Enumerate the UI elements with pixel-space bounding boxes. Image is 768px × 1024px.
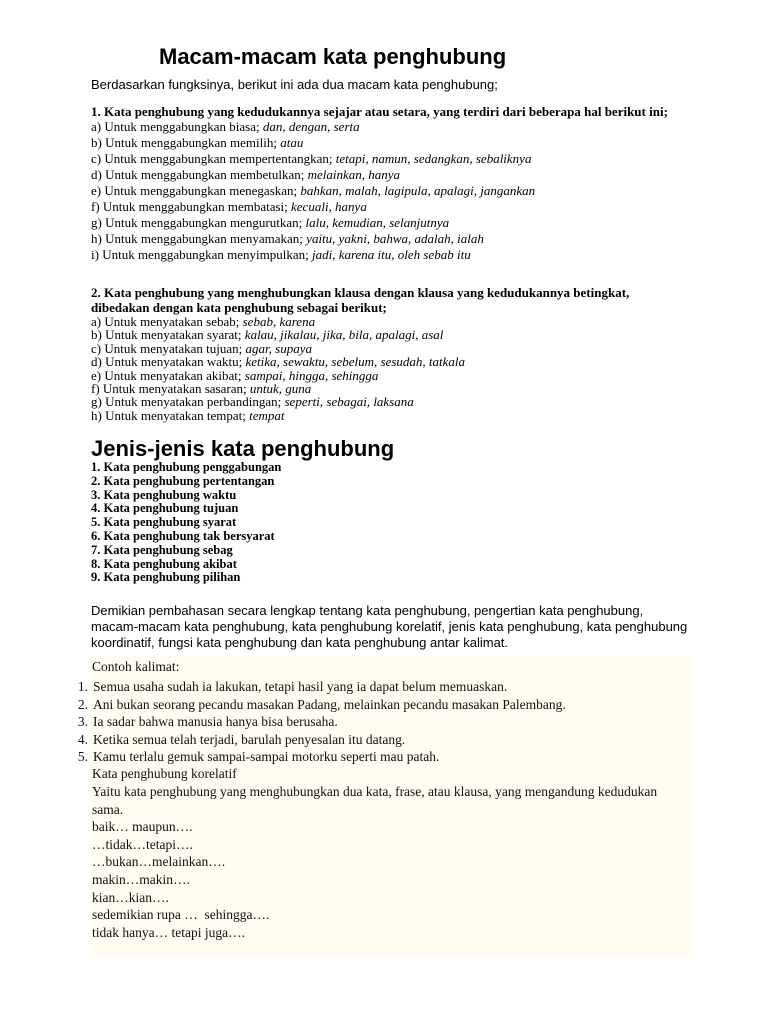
list-item	[91, 409, 691, 422]
item-label: a) Untuk menyatakan sebab;	[91, 314, 243, 329]
list-item: sedemikian rupa … sehingga….	[92, 907, 270, 923]
item-label: e) Untuk menyatakan akibat;	[91, 367, 245, 383]
list-item: kian…kian….	[92, 889, 169, 905]
list-item: 7. Kata penghubung sebag	[91, 542, 233, 557]
korelatif-pairs-list	[92, 818, 269, 942]
example-label: Contoh kalimat:	[92, 659, 180, 674]
item-label: e) Untuk menggabungkan menegaskan;	[91, 183, 301, 198]
sentence-text: Kamu terlalu gemuk sampai-sampai motorku seperti mau patah.	[93, 749, 440, 764]
list-item: 4. Kata penghubung tujuan	[91, 501, 239, 516]
item-label: g) Untuk menyatakan perbandingan;	[91, 394, 285, 410]
list-item	[91, 342, 691, 355]
item-label: i) Untuk menggabungkan menyimpulkan;	[91, 247, 312, 262]
item-examples: untuk, guna	[249, 381, 312, 397]
list-item	[91, 167, 691, 183]
list-item	[91, 355, 691, 368]
list-item: 8. Kata penghubung akibat	[91, 556, 237, 571]
item-examples: lalu, kemudian, selanjutnya	[305, 215, 450, 230]
list-item: tidak hanya… tetapi juga….	[92, 925, 245, 941]
item-label: g) Untuk menggabungkan mengurutkan;	[91, 215, 306, 230]
sentence-text: Ani bukan seorang pecandu masakan Padang, melainkan pecandu masakan Palembang.	[93, 696, 566, 712]
sentence-text: Ia sadar bahwa manusia hanya bisa berusaha.	[93, 714, 338, 729]
jenis-list	[91, 461, 281, 585]
list-item: baik… maupun….	[92, 819, 193, 834]
list-item: …tidak…tetapi….	[92, 836, 193, 852]
list-item: 1. Kata penghubung penggabungan	[91, 460, 282, 474]
example-box	[77, 656, 693, 957]
item-examples: jadi, karena itu, oleh sebab itu	[311, 247, 471, 262]
list-number: 2.	[77, 696, 88, 712]
list-item	[91, 247, 691, 263]
item-label: d) Untuk menyatakan waktu;	[91, 354, 246, 370]
list-item: 2. Kata penghubung pertentangan	[91, 473, 275, 488]
section-2	[91, 285, 691, 422]
item-examples: bahkan, malah, lagipula, apalagi, jangankan	[300, 183, 536, 198]
list-item	[91, 382, 691, 395]
item-examples: dan, dengan, serta	[262, 119, 360, 134]
section-2-list	[91, 315, 691, 422]
item-examples: atau	[280, 135, 304, 150]
korelatif-description: Yaitu kata penghubung yang menghubungkan dua kata, frase, atau klausa, yang mengandung kedudukan sama.	[92, 784, 658, 817]
list-item: 9. Kata penghubung pilihan	[91, 570, 241, 585]
item-label: a) Untuk menggabungkan biasa;	[91, 119, 263, 134]
section-2-heading: 2. Kata penghubung yang menghubungkan klausa dengan klausa yang kedudukannya betingkat, dibedakan dengan kata penghubung sebagai berikut;	[91, 285, 630, 315]
list-item	[91, 119, 691, 135]
item-examples: seperti, sebagai, laksana	[284, 394, 414, 410]
item-label: b) Untuk menyatakan syarat;	[91, 327, 245, 343]
item-examples: sampai, hingga, sehingga	[244, 367, 379, 383]
item-label: d) Untuk menggabungkan membetulkan;	[91, 167, 308, 182]
list-number: 4.	[77, 731, 88, 747]
list-number: 1.	[77, 679, 88, 694]
list-item: …bukan…melainkan….	[92, 854, 226, 870]
list-item	[91, 215, 691, 231]
section-1	[91, 104, 691, 263]
list-item: 5. Kata penghubung syarat	[91, 515, 237, 530]
list-item: 6. Kata penghubung tak bersyarat	[91, 528, 275, 543]
item-label: c) Untuk menyatakan tujuan;	[91, 340, 246, 356]
item-label: f) Untuk menggabungkan membatasi;	[91, 199, 292, 214]
item-examples: tempat	[249, 407, 285, 423]
item-examples: sebab, karena	[242, 314, 316, 329]
item-examples: yaitu, yakni, bahwa, adalah, ialah	[306, 231, 484, 246]
list-item	[91, 369, 691, 382]
list-number: 3.	[77, 714, 88, 729]
korelatif-title: Kata penghubung korelatif	[92, 766, 237, 781]
list-item	[91, 199, 691, 215]
item-label: f) Untuk menyatakan sasaran;	[91, 381, 250, 397]
section-1-list	[91, 119, 691, 263]
list-item	[91, 231, 691, 247]
list-item	[91, 183, 691, 199]
list-item: 3. Kata penghubung waktu	[91, 487, 237, 502]
list-item: makin…makin….	[92, 872, 190, 888]
list-item	[91, 135, 691, 151]
section-1-heading: 1. Kata penghubung yang kedudukannya sejajar atau setara, yang terdiri dari beberapa hal berikut ini;	[91, 104, 668, 119]
item-examples: kecuali, hanya	[291, 199, 367, 214]
item-label: c) Untuk menggabungkan mempertentangkan;	[91, 151, 336, 166]
page-title: Macam-macam kata penghubung	[159, 44, 507, 69]
summary-paragraph: Demikian pembahasan secara lengkap tentang kata penghubung, pengertian kata penghubung, macam-macam kata penghubung, kata penghubung korelatif, jenis kata penghubung, kata penghubung koordinatif, fungsi kata penghubung dan kata penghubung antar kalimat.	[91, 603, 688, 650]
sentence-text: Ketika semua telah terjadi, barulah penyesalan itu datang.	[93, 731, 406, 747]
item-examples: kalau, jikalau, jika, bila, apalagi, asal	[244, 327, 444, 343]
item-examples: ketika, sewaktu, sebelum, sesudah, tatkala	[245, 354, 466, 370]
sentence-text: Semua usaha sudah ia lakukan, tetapi hasil yang ia dapat belum memuaskan.	[93, 679, 508, 694]
item-examples: agar, supaya	[245, 340, 312, 356]
list-item	[91, 328, 691, 341]
list-item	[91, 151, 691, 167]
list-item	[91, 315, 691, 328]
item-label: b) Untuk menggabungkan memilih;	[91, 135, 281, 150]
item-examples: tetapi, namun, sedangkan, sebaliknya	[335, 151, 532, 166]
list-item	[91, 395, 691, 408]
list-number: 5.	[77, 749, 88, 764]
item-examples: melainkan, hanya	[307, 167, 401, 182]
item-label: h) Untuk menyatakan tempat;	[91, 407, 250, 423]
intro-text: Berdasarkan fungksinya, berikut ini ada dua macam kata penghubung;	[91, 77, 498, 92]
item-label: h) Untuk menggabungkan menyamakan;	[91, 231, 307, 246]
jenis-heading: Jenis-jenis kata penghubung	[91, 436, 395, 461]
